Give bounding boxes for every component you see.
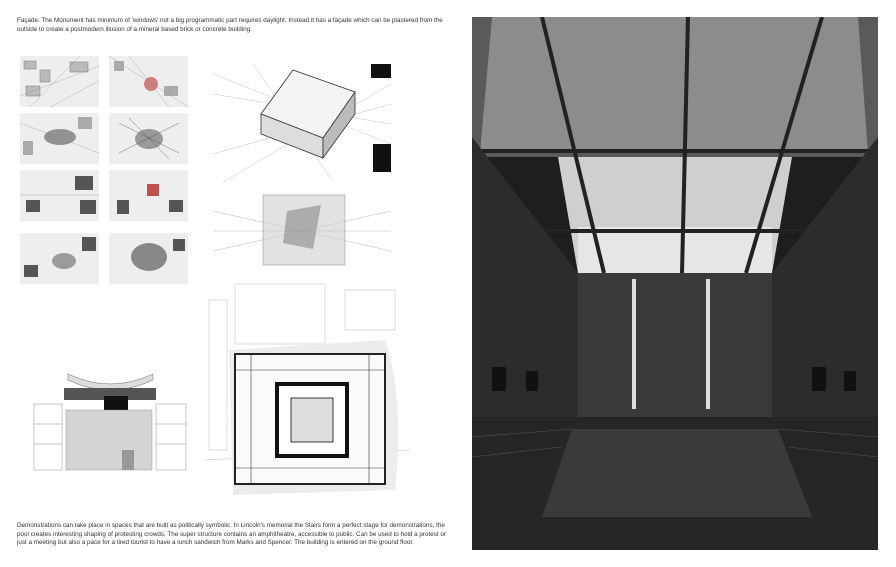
thumbnail-site-6 — [109, 170, 188, 221]
transparent-volume-diagram — [213, 191, 391, 271]
caption-text: Demonstrations can take place in spaces that are built as politically symbolic. In Lincoln's memorial the Stairs form a perfect stage for demonstrations, the pool creates interesting shaping of protesting crowds. The super structure contains an amphitheatre, accessible to public. Can be used to hold a protest or just a meeting but also a pace for a tired tourist to have a lunch sandwich from Marks and Spencer. The building is entered on the ground floor. — [17, 522, 447, 547]
site-map-sketch — [20, 56, 99, 107]
thumbnail-site-1 — [20, 56, 99, 107]
axonometric-massing-diagram — [213, 64, 391, 182]
thumbnail-site-5 — [20, 170, 99, 221]
building-section-elevation — [28, 364, 193, 472]
thumbnail-site-7 — [20, 233, 99, 284]
thumbnail-site-2 — [109, 56, 188, 107]
interior-perspective-render — [472, 17, 878, 550]
thumbnail-site-8 — [109, 233, 188, 284]
ground-floor-plan — [205, 280, 410, 495]
thumbnail-site-4 — [109, 113, 188, 164]
intro-text: Façade: The Monument has minimum of 'windows' not a big programmatic part requires daylight. Instead it has a façade which can be plastered from the outside to create a postmodern illusion of a mineral based brick or concrete building. — [17, 17, 443, 33]
thumbnail-site-3 — [20, 113, 99, 164]
